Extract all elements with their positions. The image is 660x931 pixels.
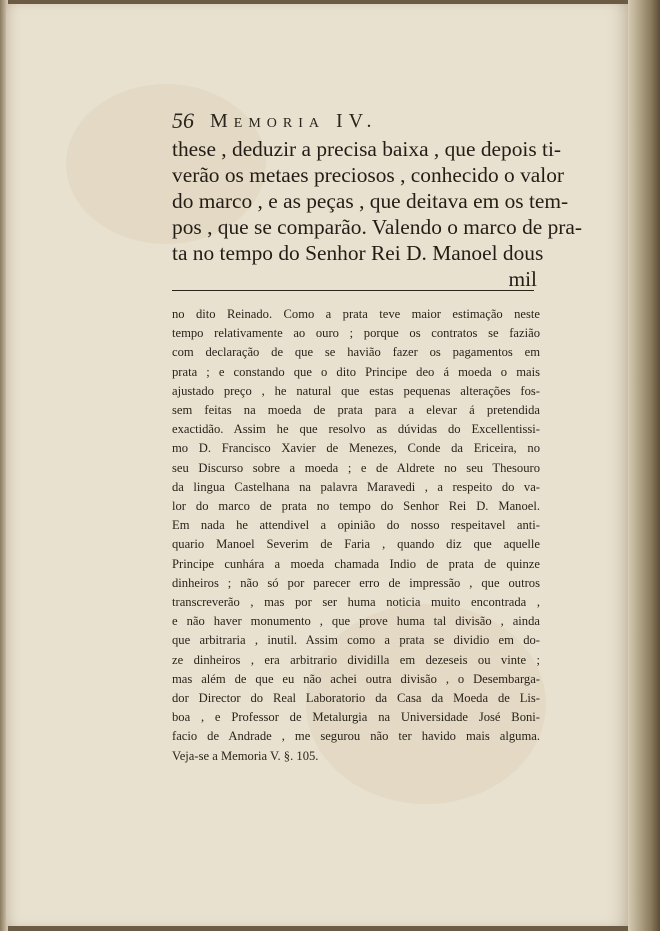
- footnote-line: sem feitas na moeda de prata para a elevar á pretendida: [172, 403, 540, 418]
- footnote-line: prata ; e constando que o dito Principe deo á moeda o mais: [172, 364, 540, 379]
- main-text-line: do marco , e as peças , que deitava em os tem-: [172, 189, 569, 213]
- main-text-block: [172, 136, 583, 292]
- page-number: 56: [172, 108, 194, 133]
- running-title: Memoria IV.: [210, 110, 378, 132]
- footnote-line: mas além de que eu não achei outra divisão , o Desembarga-: [172, 671, 540, 686]
- book-fore-edge: [630, 0, 660, 931]
- footnote-line: facio de Andrade , me segurou não ter havido mais alguma.: [172, 729, 540, 744]
- footnote-line: Em nada he attendivel a opinião do nosso respeitavel anti-: [172, 518, 540, 533]
- footnote-line: seu Discurso sobre a moeda ; e de Aldrete no seu Thesouro: [172, 460, 540, 475]
- footnote-line: tempo relativamente ao ouro ; porque os contratos se fazião: [172, 326, 540, 341]
- footnote-line: dor Director do Real Laboratorio da Casa da Moeda de Lis-: [172, 691, 540, 706]
- catchword: mil: [508, 267, 537, 291]
- footnote-line: ajustado preço , he natural que estas pequenas alterações fos-: [172, 383, 540, 398]
- footnote-separator-rule: [172, 290, 534, 291]
- footnote-line: que arbitraria , inutil. Assim como a prata se dividio em do-: [172, 633, 540, 648]
- footnote-line: no dito Reinado. Como a prata teve maior estimação neste: [172, 307, 540, 321]
- footnote-line: transcreverão , mas por ser huma noticia muito encontrada ,: [172, 595, 540, 610]
- footnote-line: Principe cunhára a moeda chamada Indio de prata de quinze: [172, 556, 540, 571]
- main-text-line: these , deduzir a precisa baixa , que depois ti-: [172, 137, 562, 161]
- footnote-line: da lingua Castelhana na palavra Maravedi , a respeito do va-: [172, 479, 540, 494]
- running-header: [172, 108, 532, 138]
- footnote-line: boa , e Professor de Metalurgia na Universidade José Boni-: [172, 710, 540, 725]
- footnote-line: exactidão. Assim he que resolvo as dúvidas do Excellentissi-: [172, 422, 540, 437]
- main-text-line: ta no tempo do Senhor Rei D. Manoel dous: [172, 241, 544, 265]
- footnote-line: ze dinheiros , era arbitrario dividilla em dezeseis ou vinte ;: [172, 652, 540, 667]
- main-text-line: verão os metaes preciosos , conhecido o valor: [172, 163, 565, 187]
- footnote-line: com declaração de que se havião fazer os pagamentos em: [172, 345, 540, 360]
- footnote-block: [172, 305, 540, 766]
- footnote-line: lor do marco de prata no tempo do Senhor Rei D. Manoel.: [172, 499, 540, 514]
- footnote-line: quario Manoel Severim de Faria , quando diz que aquelle: [172, 537, 540, 552]
- footnote-line: Veja-se a Memoria V. §. 105.: [172, 748, 319, 763]
- footnote-line: mo D. Francisco Xavier de Menezes, Conde da Ericeira, no: [172, 441, 540, 456]
- footnote-line: e não haver monumento , que prove huma tal divisão , ainda: [172, 614, 540, 629]
- footnote-line: dinheiros ; não só por parecer erro de impressão , que outros: [172, 575, 540, 590]
- main-text-line: pos , que se comparão. Valendo o marco de pra-: [172, 215, 583, 239]
